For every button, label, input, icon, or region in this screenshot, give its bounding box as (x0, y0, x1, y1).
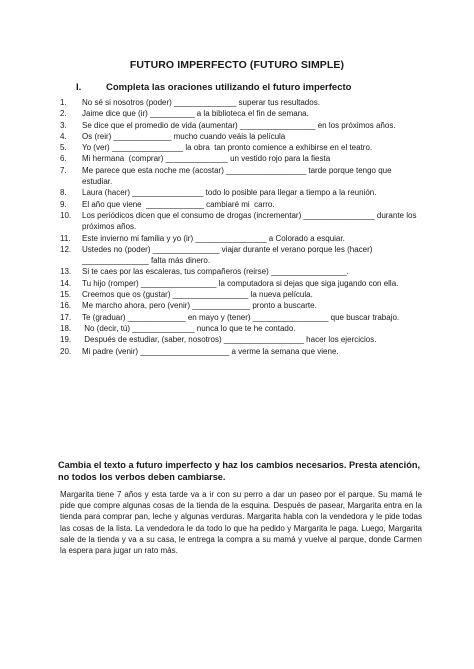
exercise-text: No sé si nosotros (poder) ______________ superar tus resultados. (82, 98, 320, 107)
exercise-number: 12. (60, 244, 72, 254)
exercise-number: 13. (60, 267, 72, 277)
exercise-number: 9. (60, 199, 67, 209)
exercise-item (60, 131, 420, 142)
exercise-text: Después de estudiar, (saber, nosotros) __________________ hacer los ejercicios. (82, 335, 377, 345)
exercise-number: 11. (60, 233, 71, 243)
exercise-text: Este invierno mi familia y yo (ir) ________________ a Colorado a esquiar. (82, 233, 345, 243)
exercise-item (60, 153, 420, 164)
exercise-text: Creemos que os (gustar) _________________ la nueva película. (82, 290, 313, 300)
exercise-item (60, 210, 420, 233)
exercise-item (60, 289, 420, 300)
exercise-text: Se dice que el promedio de vida (aumentar) _________________ en los próximos años. (82, 120, 396, 130)
exercise-number: 1. (60, 98, 67, 107)
exercise-number: 5. (60, 143, 67, 153)
exercise-item (60, 278, 420, 289)
exercise-item (60, 165, 420, 188)
exercise-item (60, 142, 420, 153)
exercise-text: Yo (ver) ________________ la obra tan pronto comience a exhibirse en el teatro. (82, 143, 373, 153)
exercise-number: 19. (60, 335, 72, 345)
exercise-text: No (decir, tú) ______________ nunca lo que te he contado. (82, 323, 296, 333)
section-1-heading (76, 82, 434, 93)
exercise-item (60, 199, 420, 210)
section-1-number: I. (76, 82, 82, 93)
exercise-text: Mi padre (venir) ____________________ a verme la semana que viene. (82, 346, 339, 356)
exercise-item (60, 266, 420, 277)
exercise-number: 6. (60, 154, 67, 164)
exercise-text: Si te caes por las escaleras, tus compañeros (reirse) _________________. (82, 267, 349, 277)
exercise-text: El año que viene _____________ cambiaré mi carro. (82, 199, 275, 209)
exercise-number: 7. (60, 165, 67, 175)
exercise-number: 15. (60, 290, 72, 300)
exercise-item (60, 334, 420, 345)
exercise-text: Ustedes no (poder) _______________ viajar durante el verano porque les (hacer) _______________ falta más dinero. (82, 244, 375, 266)
exercise-item (60, 300, 420, 311)
exercise-item (60, 233, 420, 244)
exercise-paragraph: Margarita tiene 7 años y esta tarde va a ir con su perro a dar un paseo por el parque. Su mamá le pide que compre algunas cosas de la tienda de la esquina. Después de pasear, Margarita entra en la tienda para comprar pan, leche y algunas verduras. Margarita habla con la vendedora y le pide todas las cosas de la lista. La vendedora le da todo lo que ha pedido y Margarita le paga. Luego, Margarita sale de la tienda y va a su casa, le entrega la compra a su mamá y vuelve al parque, donde Carmen la espera para jugar un rato más. (60, 490, 422, 556)
exercise-number: 3. (60, 120, 67, 130)
exercise-text: Me marcho ahora, pero (venir) _____________ pronto a buscarte. (82, 301, 317, 311)
exercise-text: Laura (hacer) ________________ todo lo posible para llegar a tiempo a la reunión. (82, 188, 377, 198)
exercise-number: 8. (60, 188, 67, 198)
exercise-number: 20. (60, 346, 72, 356)
exercise-list (60, 97, 420, 357)
exercise-number: 18. (60, 323, 72, 333)
exercise-text: Mi hermana (comprar) ______________ un vestido rojo para la fiesta (82, 154, 331, 164)
exercise-item (60, 187, 420, 198)
exercise-text: Tu hijo (romper) _________________ la computadora si dejas que siga jugando con ella. (82, 278, 399, 288)
page-title: FUTURO IMPERFECTO (FUTURO SIMPLE) (129, 59, 345, 71)
exercise-text: Me parece que esta noche me (acostar) __________________ tarde porque tengo que estudiar. (82, 165, 394, 187)
exercise-text: Os (reir) _____________ mucho cuando veáis la película (82, 131, 286, 141)
exercise-text: Jaime dice que (ir) __________ a la biblioteca el fin de semana. (82, 109, 309, 119)
exercise-number: 2. (60, 109, 67, 119)
exercise-item (60, 312, 420, 323)
exercise-number: 10. (60, 210, 72, 220)
exercise-item (60, 346, 420, 357)
exercise-text: Te (graduar) _____________ en mayo y (tener) _________________ que buscar trabajo. (82, 312, 400, 322)
exercise-item (60, 120, 420, 131)
exercise-number: 4. (60, 131, 67, 141)
exercise-number: 17. (60, 312, 72, 322)
section-2-heading: Cambia el texto a futuro imperfecto y haz los cambios necesarios. Presta atención, no todos los verbos deben cambiarse. (58, 460, 421, 482)
exercise-item (60, 323, 420, 334)
exercise-number: 14. (60, 278, 72, 288)
exercise-item (60, 108, 420, 119)
exercise-text: Los periódicos dicen que el consumo de drogas (incrementar) ________________ durante los próximos años. (82, 210, 419, 232)
section-1-heading-text: Completa las oraciones utilizando el futuro imperfecto (106, 82, 352, 93)
exercise-item (60, 244, 420, 267)
exercise-item (60, 97, 420, 108)
exercise-number: 16. (60, 301, 72, 311)
